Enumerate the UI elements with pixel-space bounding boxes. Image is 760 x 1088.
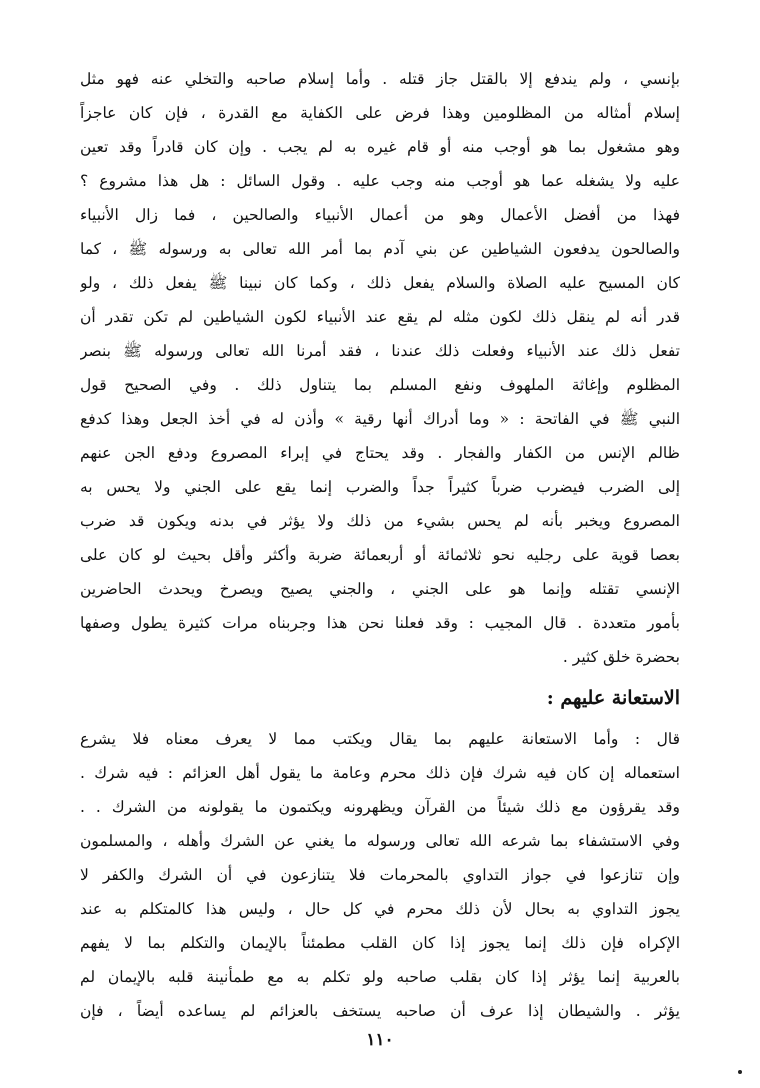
text-line: إسلام أمثاله من المظلومين وهذا فرض على الكفاية مع القدرة ، فإن كان عاجزاً bbox=[80, 104, 680, 122]
text-line: يجوز التداوي به بحال لأن ذلك محرم في كل حال ، وليس هذا كالمتكلم به عند bbox=[80, 900, 680, 918]
section-heading: الاستعانة عليهم : bbox=[546, 687, 680, 709]
text-line: قدر أنه لم ينقل ذلك لكون مثله لم يقع عند الأنبياء لكون الشياطين لم تكن تقدر أن bbox=[80, 308, 680, 326]
scan-dot bbox=[738, 1070, 742, 1074]
text-line: يؤثر . والشيطان إذا عرف أن صاحبه يستخف بالعزائم لم يساعده أيضاً ، فإن bbox=[80, 1002, 680, 1020]
text-line: المصروع ويخبر بأنه لم يحس بشيء من ذلك ولا يؤثر في بدنه ويكون قد ضرب bbox=[80, 512, 680, 530]
text-line: وقد يقرؤون مع ذلك شيئاً من القرآن ويظهرونه ويكتمون ما يقولونه من الشرك . . bbox=[80, 798, 680, 816]
text-line: فهذا من أفضل الأعمال وهو من أعمال الأنبياء والصالحين ، فما زال الأنبياء bbox=[80, 206, 680, 224]
text-line: ظالم الإنس من الكفار والفجار . وقد يحتاج في إبراء المصروع ودفع الجن عنهم bbox=[80, 444, 680, 462]
text-line: بحضرة خلق كثير . bbox=[562, 648, 680, 666]
text-line: بعصا قوية على رجليه نحو ثلاثمائة أو أربعمائة ضربة وأكثر وأقل بحيث لو كان على bbox=[80, 546, 680, 564]
page-number: ١١٠ bbox=[366, 1030, 394, 1050]
text-line: وفي الاستشفاء بما شرعه الله تعالى ورسوله ما يغني عن الشرك وأهله ، والمسلمون bbox=[80, 832, 680, 850]
text-line: المظلوم وإغاثة الملهوف ونفع المسلم بما يتناول ذلك . وفي الصحيح قول bbox=[80, 376, 680, 394]
text-line: بالعربية إنما يؤثر إذا كان بقلب صاحبه ولو تكلم به مع طمأنينة قلبه بالإيمان لم bbox=[80, 968, 680, 986]
text-line: الإكراه فإن ذلك إنما يجوز إذا كان القلب مطمئناً بالإيمان والتكلم بما لا يفهم bbox=[80, 934, 680, 952]
text-line: والصالحون يدفعون الشياطين عن بني آدم بما أمر الله تعالى به ورسوله ﷺ ، كما bbox=[80, 240, 680, 258]
text-line: قال : وأما الاستعانة عليهم بما يقال ويكتب مما لا يعرف معناه فلا يشرع bbox=[80, 730, 680, 748]
text-line: استعماله إن كان فيه شرك فإن ذلك محرم وعامة ما يقول أهل العزائم : فيه شرك . bbox=[80, 764, 680, 782]
text-line: بأمور متعددة . قال المجيب : وقد فعلنا نحن هذا وجربناه مرات كثيرة يطول وصفها bbox=[80, 614, 680, 632]
section-2 bbox=[80, 722, 680, 1028]
section-1 bbox=[80, 62, 680, 674]
text-line: بإنسي ، ولم يندفع إلا بالقتل جاز قتله . وأما إسلام صاحبه والتخلي عنه فهو مثل bbox=[80, 70, 680, 88]
text-line: عليه ولا يشغله عما هو أوجب منه وجب عليه . وقول السائل : هل هذا مشروع ؟ bbox=[80, 172, 680, 190]
page-body bbox=[80, 62, 680, 1062]
text-line: النبي ﷺ في الفاتحة : « وما أدراك أنها رقية » وأذن له في أخذ الجعل وهذا كدفع bbox=[80, 410, 680, 428]
text-line: وهو مشغول بما هو أوجب منه أو قام غيره به لم يجب . وإن كان قادراً وقد تعين bbox=[80, 138, 680, 156]
text-line: إلى الضرب فيضرب ضرباً كثيراً جداً والضرب إنما يقع على الجني ولا يحس به bbox=[80, 478, 680, 496]
text-line: الإنسي تقتله وإنما هو على الجني ، والجني يصيح ويصرخ ويحدث الحاضرين bbox=[80, 580, 680, 598]
text-line: كان المسيح عليه الصلاة والسلام يفعل ذلك ، وكما كان نبينا ﷺ يفعل ذلك ، ولو bbox=[80, 274, 680, 292]
text-line: وإن تنازعوا في جواز التداوي بالمحرمات فلا يتنازعون في أن الشرك والكفر لا bbox=[80, 866, 680, 884]
text-line: تفعل ذلك عند الأنبياء وفعلت ذلك عندنا ، فقد أمرنا الله تعالى ورسوله ﷺ بنصر bbox=[80, 342, 680, 360]
